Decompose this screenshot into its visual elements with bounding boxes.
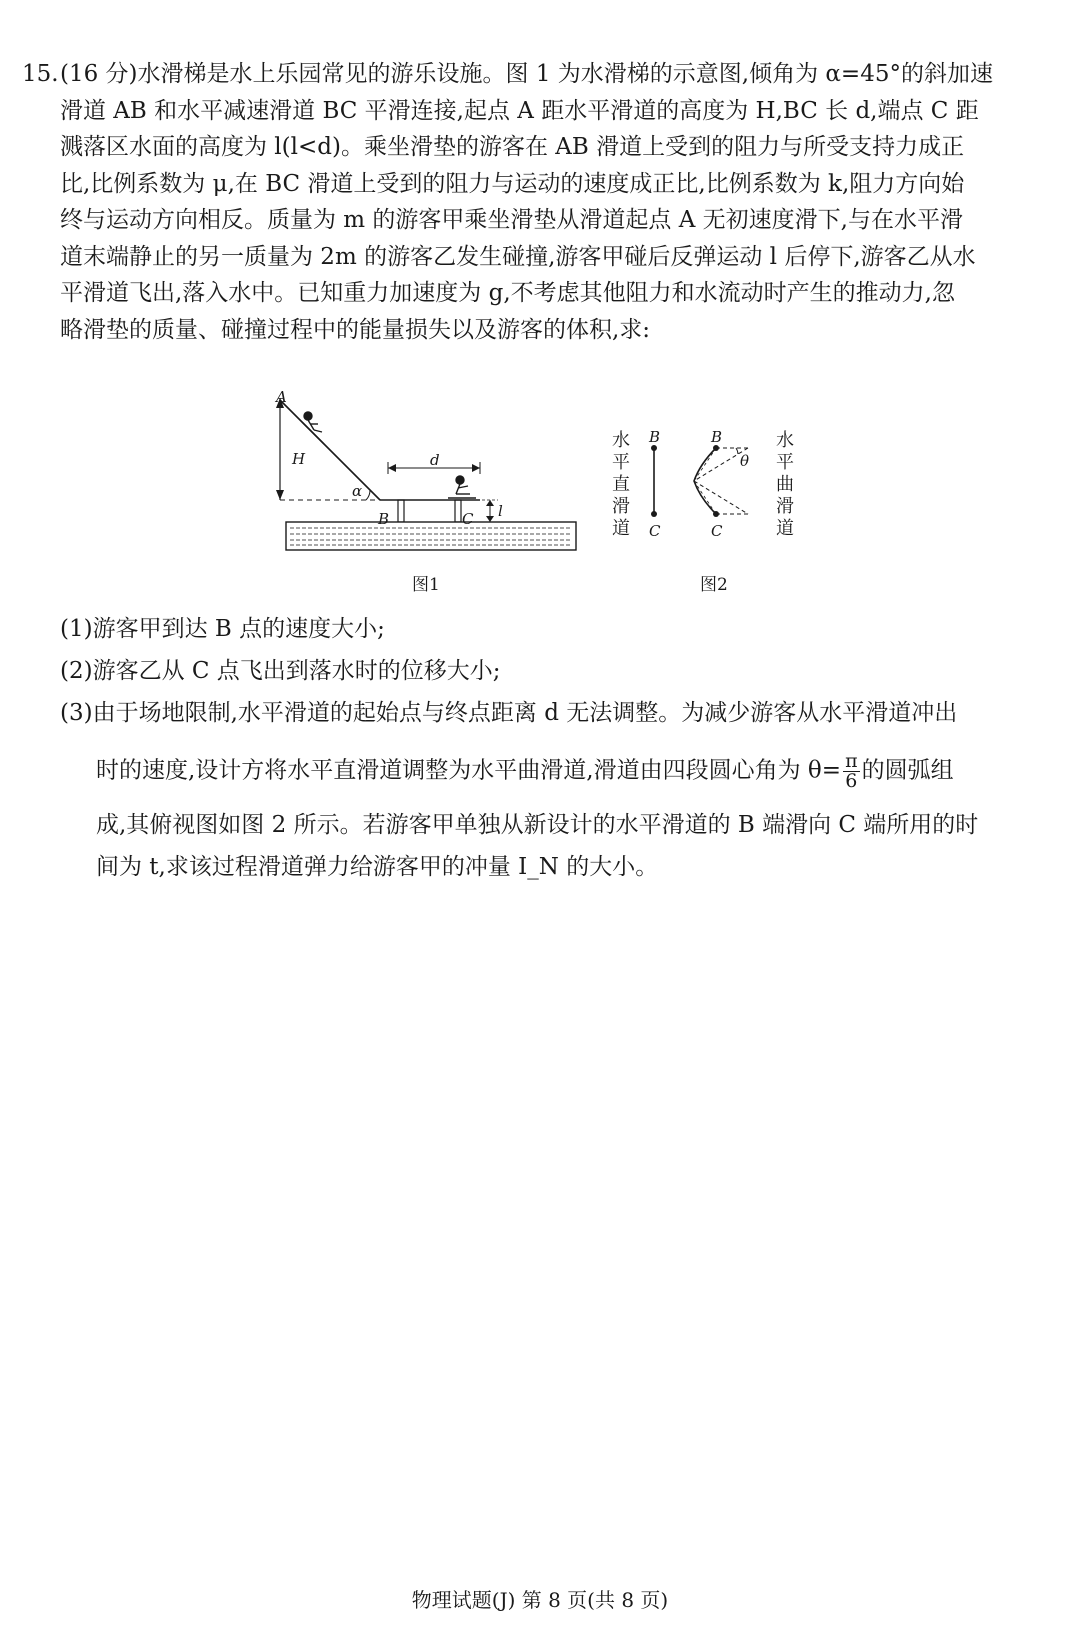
subquestion-3-line-4: 间为 t,求该过程滑道弹力给游客甲的冲量 I_N 的大小。 <box>96 854 659 880</box>
label-theta: θ <box>740 452 750 470</box>
label-b1: B <box>649 428 661 446</box>
curved-track <box>694 448 716 514</box>
figure-2-caption: 图2 <box>700 575 728 595</box>
fraction-pi-over-6: $\frac{\pi}{6}$ <box>845 750 858 792</box>
label-l: l <box>498 502 503 520</box>
figures <box>270 388 850 628</box>
label-d: d <box>430 451 440 469</box>
question-number: 15. <box>22 61 59 87</box>
label-c1: C <box>649 522 661 540</box>
stem-line: 平滑道飞出,落入水中。已知重力加速度为 g,不考虑其他阻力和水流动时产生的推动力,忽 <box>60 280 955 306</box>
stem-line: 道末端静止的另一质量为 2m 的游客乙发生碰撞,游客甲碰后反弹运动 l 后停下,游客乙从水 <box>60 243 976 270</box>
stem-line: 终与运动方向相反。质量为 m 的游客甲乘坐滑垫从滑道起点 A 无初速度滑下,与在水平滑 <box>60 207 963 233</box>
question-stem <box>60 56 1050 348</box>
straight-track-label: 水 平 直 滑 道 <box>612 430 630 539</box>
stem-line: 溅落区水面的高度为 l(l<d)。乘坐滑垫的游客在 AB 滑道上受到的阻力与所受支持力成正 <box>60 134 965 160</box>
figure-2-diagram <box>270 388 850 628</box>
subquestion-3-line-2: 时的速度,设计方将水平直滑道调整为水平曲滑道,滑道由四段圆心角为 θ= $\frac{\pi}{6}$ 的圆弧组 <box>96 750 954 792</box>
label-h: H <box>292 450 306 468</box>
stem-line: (16 分)水滑梯是水上乐园常见的游乐设施。图 1 为水滑梯的示意图,倾角为 α=45°的斜加速 <box>60 61 993 87</box>
figure-1-caption: 图1 <box>412 575 440 595</box>
subquestion-3-line-1: (3)由于场地限制,水平滑道的起始点与终点距离 d 无法调整。为减少游客从水平滑道冲出 <box>60 700 958 726</box>
label-a: A <box>276 388 287 406</box>
label-b2: B <box>711 428 723 446</box>
label-alpha: α <box>352 482 363 500</box>
subquestion-1: (1)游客甲到达 B 点的速度大小; <box>60 616 385 642</box>
label-c2: C <box>711 522 723 540</box>
curved-track-label: 水 平 曲 滑 道 <box>776 430 794 539</box>
stem-line: 滑道 AB 和水平减速滑道 BC 平滑连接,起点 A 距水平滑道的高度为 H,BC 长 d,端点 C 距 <box>60 97 979 124</box>
subquestion-2: (2)游客乙从 C 点飞出到落水时的位移大小; <box>60 658 501 684</box>
subquestion-3-line-3: 成,其俯视图如图 2 所示。若游客甲单独从新设计的水平滑道的 B 端滑向 C 端所用的时 <box>96 812 979 838</box>
label-b: B <box>378 510 390 528</box>
page-footer: 物理试题(J) 第 8 页(共 8 页) <box>411 1588 669 1612</box>
label-c: C <box>462 510 474 528</box>
theta-arc <box>736 448 738 454</box>
stem-line: 略滑垫的质量、碰撞过程中的能量损失以及游客的体积,求: <box>60 316 651 343</box>
stem-line: 比,比例系数为 μ,在 BC 滑道上受到的阻力与运动的速度成正比,比例系数为 k,阻力方向始 <box>60 170 965 197</box>
